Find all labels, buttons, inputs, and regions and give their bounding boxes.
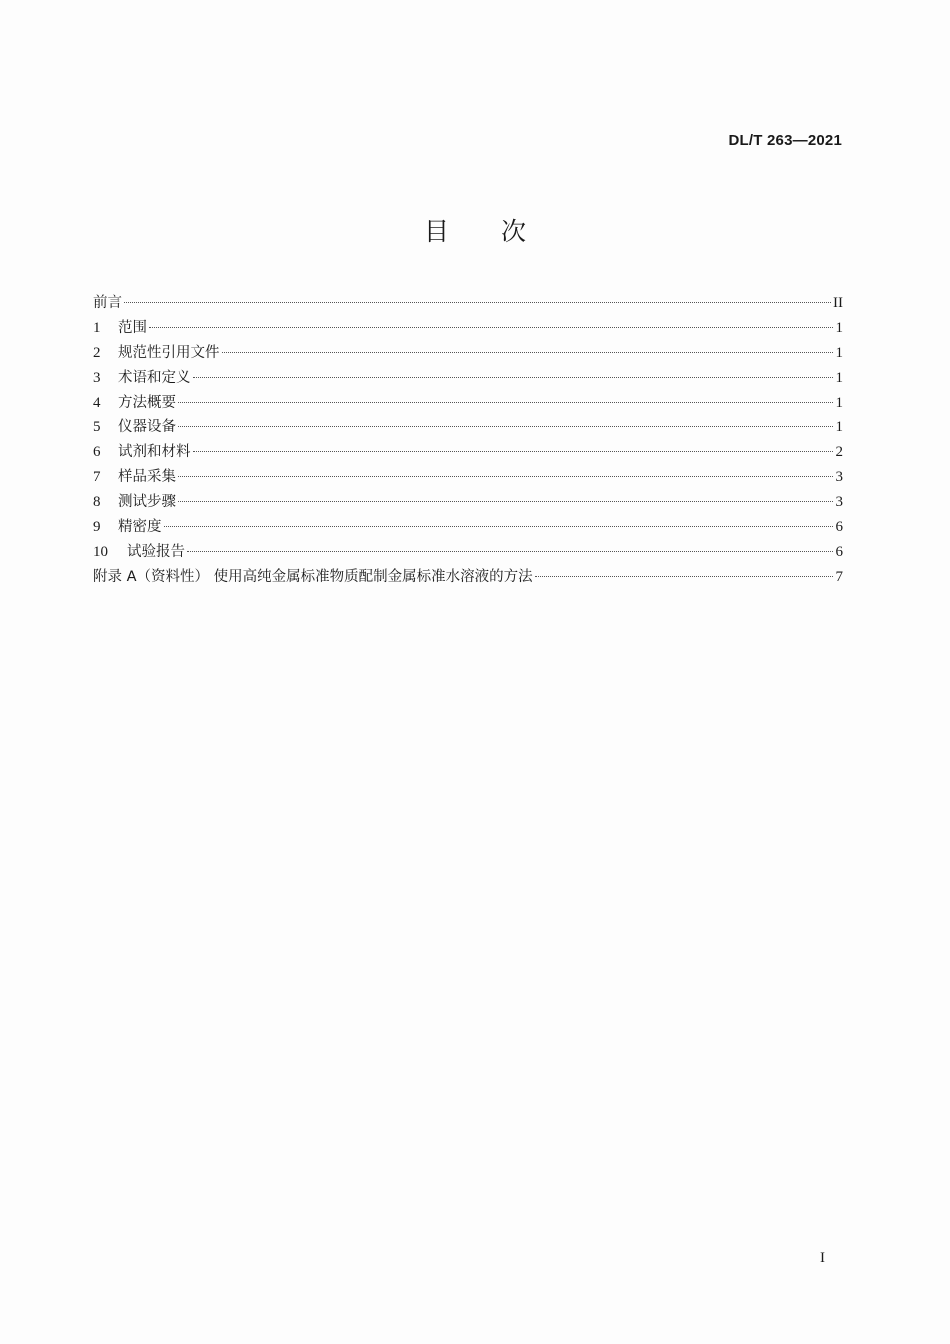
- toc-leader-dots: [222, 352, 834, 353]
- page-number: I: [820, 1250, 825, 1266]
- toc-entry-number: 5: [93, 419, 101, 436]
- toc-entry-label: 仪器设备: [118, 419, 176, 436]
- toc-entry-label: 方法概要: [118, 394, 176, 411]
- toc-leader-dots: [178, 426, 833, 427]
- toc-entry-page: 2: [835, 444, 843, 461]
- toc-leader-dots: [124, 302, 831, 303]
- toc-entry-label: 前言: [93, 295, 122, 311]
- toc-entry-label: 测试步骤: [118, 494, 176, 511]
- toc-entry-page: 1: [835, 394, 843, 411]
- toc-leader-dots: [178, 402, 833, 403]
- toc-leader-dots: [178, 476, 833, 477]
- toc-entry-8[interactable]: [93, 490, 843, 515]
- toc-entry-page: 1: [835, 344, 843, 361]
- toc-leader-dots: [193, 451, 834, 452]
- toc-entry-page: 3: [835, 469, 843, 486]
- toc-entry-foreword[interactable]: [93, 291, 843, 316]
- table-of-contents: [93, 291, 843, 590]
- toc-entry-page: 6: [835, 519, 843, 536]
- toc-entry-number: 1: [93, 319, 101, 336]
- toc-leader-dots: [149, 327, 833, 328]
- toc-title: 目次: [423, 217, 578, 246]
- toc-entry-label: 试剂和材料: [118, 444, 191, 461]
- toc-entry-number: 6: [93, 444, 101, 461]
- toc-entry-number: 10: [93, 543, 108, 560]
- toc-leader-dots: [164, 526, 834, 527]
- toc-leader-dots: [193, 377, 834, 378]
- toc-entry-page: 6: [835, 543, 843, 560]
- toc-entry-1[interactable]: [93, 316, 843, 341]
- toc-leader-dots: [187, 551, 833, 552]
- toc-entry-number: 3: [93, 369, 101, 386]
- toc-entry-page: 1: [835, 419, 843, 436]
- toc-entry-4[interactable]: [93, 391, 843, 416]
- toc-entry-2[interactable]: [93, 341, 843, 366]
- toc-entry-number: 2: [93, 344, 101, 361]
- toc-leader-dots: [178, 501, 833, 502]
- document-code: DL/T 263—2021: [728, 132, 842, 149]
- toc-entry-page: 1: [835, 319, 843, 336]
- toc-entry-label: 样品采集: [118, 469, 176, 486]
- toc-entry-number: 9: [93, 519, 101, 536]
- toc-entry-page: 7: [835, 568, 843, 585]
- toc-entry-number: 8: [93, 494, 101, 511]
- toc-entry-6[interactable]: [93, 440, 843, 465]
- toc-entry-appendix-a[interactable]: [93, 565, 843, 590]
- toc-entry-number: 7: [93, 469, 101, 486]
- toc-entry-page: 3: [835, 494, 843, 511]
- toc-entry-label: 精密度: [118, 519, 162, 536]
- toc-entry-label: 附录 A（资料性） 使用高纯金属标准物质配制金属标准水溶液的方法: [93, 568, 533, 585]
- toc-entry-label: 规范性引用文件: [118, 344, 220, 361]
- toc-entry-9[interactable]: [93, 515, 843, 540]
- toc-entry-number: 4: [93, 394, 101, 411]
- toc-leader-dots: [535, 576, 833, 577]
- toc-entry-label: 试验报告: [127, 543, 185, 560]
- toc-entry-7[interactable]: [93, 465, 843, 490]
- toc-entry-label: 术语和定义: [118, 369, 191, 386]
- toc-entry-label: 范围: [118, 319, 147, 336]
- toc-entry-3[interactable]: [93, 366, 843, 391]
- toc-entry-page: II: [833, 295, 843, 311]
- toc-entry-10[interactable]: [93, 540, 843, 565]
- toc-entry-page: 1: [835, 369, 843, 386]
- toc-entry-5[interactable]: [93, 415, 843, 440]
